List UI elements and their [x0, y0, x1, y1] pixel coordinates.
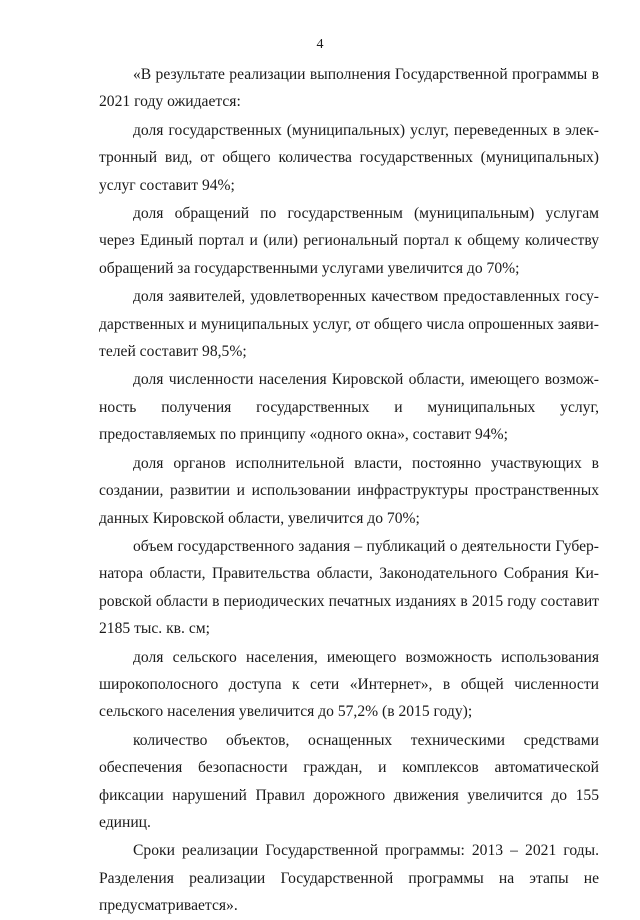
paragraph-publications: объем государственного задания – публикаций о деятельности Губернатора области, Правительства области, Законодательного Собрания Кировской области в периодических печатных изданиях в 2015 году составит 2185 тыс. кв. см;: [99, 537, 599, 638]
page-number: 4: [316, 37, 324, 52]
paragraph-electronic-services: доля государственных (муниципальных) услуг, переведенных в электронный вид, от общего количества государственных (муниципальных) услуг составит 94%;: [99, 121, 599, 194]
paragraph-one-window: доля численности населения Кировской области, имеющего возможность получения государственных и муниципальных услуг, предоставляемых по принципу «одного окна», составит 94%;: [99, 371, 599, 444]
paragraph-safety-objects: количество объектов, оснащенных техническими средствами обеспечения безопасности граждан, и комплексов автоматической фиксации нарушений Правил дорожного движения увеличится до 155 единиц.: [99, 731, 599, 831]
paragraph-broadband: доля сельского населения, имеющего возможность использования широкополосного доступа к сети «Интернет», в общей численности сельского населения увеличится до 57,2% (в 2015 году);: [99, 648, 599, 721]
paragraph-spatial-data: доля органов исполнительной власти, постоянно участвующих в создании, развитии и использовании инфраструктуры пространственных данных Кировской области, увеличится до 70%;: [99, 454, 599, 527]
paragraph-portal-requests: доля обращений по государственным (муниципальным) услугам через Единый портал и (или) региональный портал к общему количеству обращений за государственными услугами увеличится до 70%;: [99, 205, 599, 277]
paragraph-timeline: Сроки реализации Государственной программы: 2013 – 2021 годы. Разделения реализации Государственной программы на этапы не предусматривается».: [99, 842, 599, 915]
paragraph-applicant-satisfaction: доля заявителей, удовлетворенных качеством предоставленных государственных и муниципальных услуг, от общего числа опрошенных заявителей составит 98,5%;: [99, 288, 599, 361]
paragraph-intro: «В результате реализации выполнения Государственной программы в 2021 году ожидается:: [99, 66, 599, 111]
document-body: [99, 61, 599, 920]
